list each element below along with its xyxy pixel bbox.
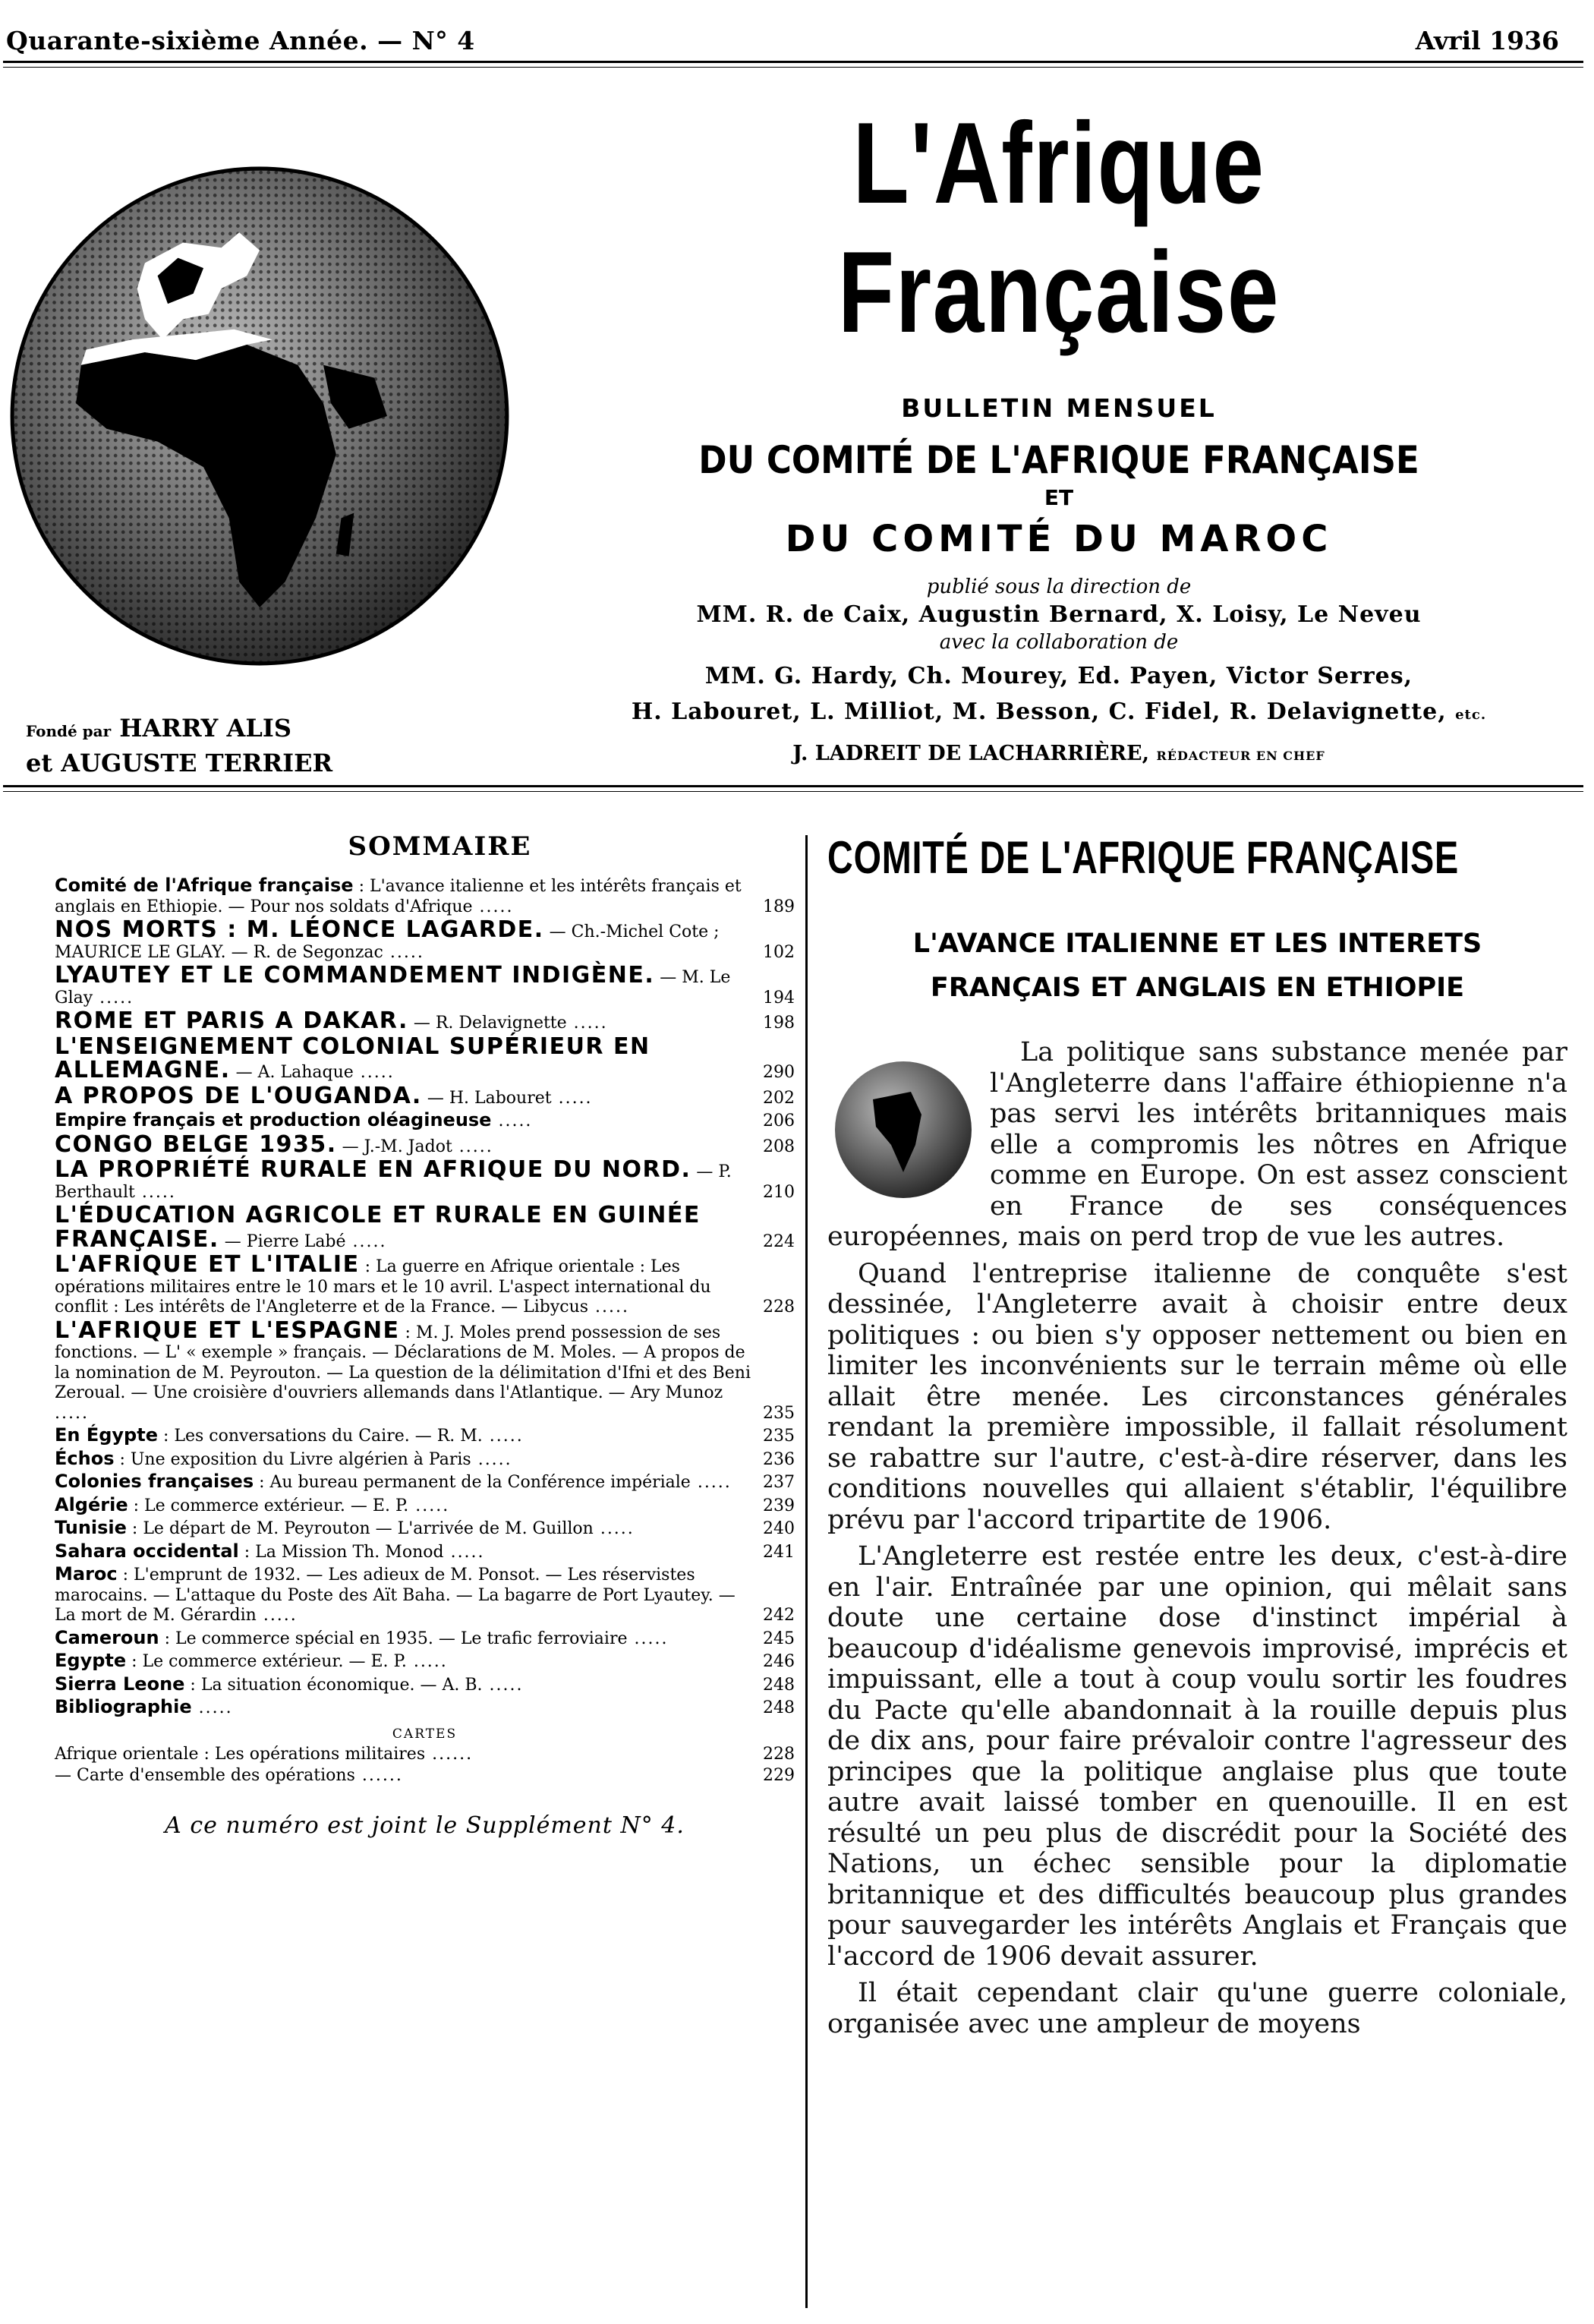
small-globe-icon	[827, 1054, 979, 1206]
toc-entry	[55, 1110, 795, 1132]
toc-leader-dots: .....	[191, 1698, 233, 1717]
bulletin-label: BULLETIN MENSUEL	[901, 393, 1217, 423]
toc-entry-heading: Comité de l'Afrique française	[55, 875, 354, 896]
toc-entry	[55, 1674, 795, 1696]
toc-entry	[55, 1651, 795, 1673]
toc-leader-dots: ......	[425, 1744, 474, 1764]
toc-page-number: 224	[763, 1231, 795, 1251]
cartes-heading: CARTES	[392, 1726, 458, 1742]
toc-entry-text: : L'avance italienne et les intérêts français et anglais en Ethiopie. — Pour nos soldats d'Afrique	[55, 877, 742, 916]
masthead-rule-thin	[3, 791, 1583, 792]
issue-date: Avril 1936	[1415, 26, 1559, 55]
journal-title: L'Afrique Française	[837, 99, 1281, 357]
article-paragraph-2: Quand l'entreprise italienne de conquête s'est dessinée, l'Angleterre avait à choisir entre deux politiques : ou bien s'y opposer nettement ou bien en limiter les inconvénients sur le terrain même où elle allait être menée. Les circonstances générales rendant la première impossible, il fallait résolument se rabattre sur l'autre, c'est-à-dire réserver, dans les conditions nouvelles qui allaient s'établir, l'équilibre prévu par l'accord tripartite de 1906.	[827, 1258, 1567, 1535]
toc-entry	[55, 1425, 795, 1447]
toc-leader-dots: .....	[588, 1298, 629, 1317]
toc-leader-dots: .....	[482, 1675, 524, 1695]
article-paragraph-4: Il était cependant clair qu'une guerre coloniale, organisée avec une ampleur de moyens	[827, 1978, 1567, 2039]
toc-entry	[55, 1495, 795, 1517]
top-line	[6, 5, 1583, 58]
toc-entry	[55, 916, 795, 963]
toc-entry-text: : Le commerce extérieur. — E. P.	[126, 1652, 407, 1671]
toc-leader-dots: .....	[383, 942, 424, 962]
toc-leader-dots: .....	[55, 1403, 89, 1423]
toc-entry	[55, 1007, 795, 1034]
toc-entry-text: : La guerre en Afrique orientale : Les opérations militaires entre le 10 mars et le 10 avril. L'aspect international du conflit : Les intérêts de l'Angleterre et de la France. — Libycus	[55, 1257, 711, 1317]
comite-afrique: DU COMITÉ DE L'AFRIQUE FRANÇAISE	[698, 438, 1419, 482]
founded-prefix: Fondé par	[26, 722, 112, 740]
toc-leader-dots: .....	[551, 1088, 593, 1108]
publie-label: publié sous la direction de	[926, 575, 1192, 598]
globe-illustration	[5, 161, 515, 671]
toc-leader-dots: ......	[354, 1766, 403, 1785]
toc-entry-text: — H. Labouret	[421, 1088, 552, 1108]
toc-entry-heading: Algérie	[55, 1493, 128, 1515]
toc-entry-heading: Bibliographie	[55, 1696, 192, 1717]
carte-page-number: 229	[763, 1766, 795, 1785]
carte-entry	[55, 1766, 795, 1786]
carte-entry-text: Afrique orientale : Les opérations militaires	[55, 1744, 426, 1764]
article-title-line-1: L'AVANCE ITALIENNE ET LES INTERETS	[912, 929, 1482, 959]
toc-entry-heading: Maroc	[55, 1563, 118, 1585]
toc-entry	[55, 1082, 795, 1109]
toc-entry	[55, 1697, 795, 1719]
article-paragraph	[827, 1037, 1567, 1253]
toc-entry-text: : Les conversations du Caire. — R. M.	[157, 1427, 483, 1446]
toc-entry-heading: A PROPOS DE L'OUGANDA.	[55, 1082, 422, 1109]
toc-page-number: 290	[763, 1063, 795, 1082]
toc-entry	[55, 1628, 795, 1650]
founder-2: et AUGUSTE TERRIER	[26, 749, 333, 777]
toc-entry-heading: L'ENSEIGNEMENT COLONIAL SUPÉRIEUR EN ALLEMAGNE.	[55, 1033, 651, 1083]
article-paragraph-3: L'Angleterre est restée entre les deux, c'est-à-dire en l'air. Entraînée par une opinion, qui mêlait sans doute une certaine dose d'instinct impérial à beaucoup d'idéalisme genevois improvisé, imprécis et impuissant, elle a tout à coup voulu sortir les foudres du Pacte qu'elle abandonnait à la rouille depuis plus de dix ans, pour faire prévaloir contre l'agresseur des principes que la politique anglaise plus que toute autre avait laissé tomber en quenouille. Il en est résulté un peu plus de discrédit pour la Société des Nations, un échec sensible pour la diplomatie britannique et des difficultés beaucoup plus grandes pour sauvegarder les intérêts Anglais et Français que l'accord de 1906 devait assurer.	[827, 1541, 1567, 1972]
toc-leader-dots: .....	[134, 1182, 176, 1202]
collaborators-1: MM. G. Hardy, Ch. Mourey, Ed. Payen, Victor Serres,	[704, 663, 1413, 689]
toc-entry-text: : Le commerce extérieur. — E. P.	[128, 1496, 409, 1515]
supplement-note: A ce numéro est joint le Supplément N° 4.	[165, 1812, 685, 1839]
founder-1: HARRY ALIS	[119, 714, 291, 743]
article-body	[827, 1037, 1567, 2039]
collaborators-2-text: H. Labouret, L. Milliot, M. Besson, C. Fidel, R. Delavignette,	[631, 698, 1447, 725]
carte-page-number: 228	[763, 1744, 795, 1764]
toc-page-number: 237	[763, 1473, 795, 1492]
toc-leader-dots: .....	[408, 1496, 450, 1515]
toc-entry-text: — J.-M. Jadot	[336, 1137, 452, 1156]
top-rule-thin	[3, 67, 1583, 68]
toc-page-number: 248	[763, 1698, 795, 1717]
toc-entry-text: : Une exposition du Livre algérien à Paris	[114, 1449, 471, 1469]
toc-page-number: 241	[763, 1542, 795, 1562]
toc-leader-dots: .....	[627, 1629, 669, 1648]
article	[827, 831, 1567, 2045]
toc-page-number: 102	[763, 942, 795, 962]
toc-entry-text: : M. J. Moles prend possession de ses fonctions. — L' « exemple » français. — Déclarations de M. Moles. — A propos de la nomination de M. Peyrouton. — La question de la délimitation d'Ifni et des Beni Zeroual. — Une croisière d'ouvriers allemands dans l'Atlantique. — Ary Munoz	[55, 1323, 751, 1402]
toc-page-number: 210	[763, 1182, 795, 1202]
toc-entry-heading: Sahara occidental	[55, 1540, 239, 1562]
toc-page-number: 189	[763, 897, 795, 916]
toc-entry-text: — Ch.-Michel Cote ; MAURICE LE GLAY. — R. de Segonzac	[55, 922, 720, 962]
masthead	[531, 99, 1586, 765]
toc-entry-heading: Cameroun	[55, 1626, 159, 1648]
toc-leader-dots: .....	[472, 897, 514, 916]
toc-entry-text: — P. Berthault	[55, 1162, 732, 1202]
toc-leader-dots: .....	[353, 1063, 395, 1082]
founders	[26, 712, 332, 779]
toc-page-number: 194	[763, 988, 795, 1007]
toc-leader-dots: .....	[471, 1449, 512, 1469]
editor-role: RÉDACTEUR EN CHEF	[1156, 749, 1325, 763]
toc-page-number: 236	[763, 1449, 795, 1469]
toc-page-number: 235	[763, 1427, 795, 1446]
toc-page-number: 245	[763, 1629, 795, 1648]
editor-name: J. LADREIT DE LACHARRIÈRE,	[792, 742, 1150, 765]
toc-leader-dots: .....	[345, 1231, 387, 1251]
toc-entry-heading: LYAUTEY ET LE COMMANDEMENT INDIGÈNE.	[55, 962, 655, 989]
toc-page-number: 240	[763, 1519, 795, 1538]
etc-label: etc.	[1455, 707, 1487, 723]
toc-entry-heading: LA PROPRIÉTÉ RURALE EN AFRIQUE DU NORD.	[55, 1156, 691, 1183]
et-label: ET	[1044, 485, 1074, 510]
article-paragraph-1: La politique sans substance menée par l'Angleterre dans l'affaire éthiopienne n'a pas servi les intérêts britanniques mais elle a compromis les nôtres en Afrique comme en Europe. On est assez conscient en France de ses conséquences européennes, mais on perd trop de vue les autres.	[827, 1037, 1567, 1252]
toc-page-number: 246	[763, 1652, 795, 1671]
toc-entry-heading: L'AFRIQUE ET L'ITALIE	[55, 1251, 360, 1278]
toc-entry-heading: L'ÉDUCATION AGRICOLE ET RURALE EN GUINÉE FRANÇAISE.	[55, 1202, 701, 1253]
toc-entry-text: : Au bureau permanent de la Conférence impériale	[254, 1473, 691, 1492]
directors: MM. R. de Caix, Augustin Bernard, X. Loisy, Le Neveu	[696, 601, 1422, 628]
toc-entry-heading: L'AFRIQUE ET L'ESPAGNE	[55, 1317, 400, 1344]
toc-entry-heading: En Égypte	[55, 1424, 158, 1446]
toc-entry-text: — M. Le Glay	[55, 968, 731, 1007]
toc-leader-dots: .....	[93, 988, 134, 1007]
toc-page-number: 202	[763, 1088, 795, 1108]
toc-entry-heading: Egypte	[55, 1650, 127, 1671]
toc-entry	[55, 1541, 795, 1563]
toc-entry-heading: ROME ET PARIS A DAKAR.	[55, 1007, 408, 1034]
toc-page-number: 198	[763, 1014, 795, 1033]
comite-maroc: DU COMITÉ DU MAROC	[785, 518, 1333, 560]
toc-entry-text: — A. Lahaque	[230, 1063, 354, 1082]
toc-entry-heading: Sierra Leone	[55, 1673, 185, 1695]
toc-page-number: 248	[763, 1675, 795, 1695]
toc-entry-text: — R. Delavignette	[408, 1014, 567, 1033]
toc-leader-dots: .....	[593, 1519, 635, 1538]
toc-entry	[55, 964, 795, 1008]
toc-leader-dots: .....	[443, 1542, 485, 1562]
editor	[531, 742, 1586, 765]
collaborators-2	[531, 698, 1586, 725]
cartes-list	[55, 1745, 795, 1786]
toc-entry-text: — Pierre Labé	[219, 1231, 346, 1251]
article-title-line-2: FRANÇAIS ET ANGLAIS EN ETHIOPIE	[930, 973, 1465, 1003]
toc-entry-heading: Tunisie	[55, 1517, 127, 1538]
column-rule	[805, 835, 808, 2308]
toc-leader-dots: .....	[690, 1473, 732, 1492]
toc-entry-heading: Empire français et production oléagineuse	[55, 1109, 492, 1130]
toc-leader-dots: .....	[452, 1137, 493, 1156]
toc-leader-dots: .....	[482, 1427, 524, 1446]
article-section: COMITÉ DE L'AFRIQUE FRANÇAISE	[827, 832, 1459, 883]
toc-entry-heading: Échos	[55, 1447, 115, 1469]
toc-entry	[55, 1033, 795, 1083]
toc-page-number: 242	[763, 1606, 795, 1625]
article-title	[827, 922, 1567, 1010]
toc-list	[55, 875, 795, 1719]
toc-entry	[55, 1518, 795, 1540]
toc-entry-text: : La situation économique. — A. B.	[184, 1675, 483, 1695]
masthead-rule	[3, 785, 1583, 787]
toc-entry-heading: CONGO BELGE 1935.	[55, 1130, 337, 1158]
toc-entry-text: : Le départ de M. Peyrouton — L'arrivée de M. Guillon	[126, 1519, 594, 1538]
toc-entry	[55, 875, 795, 917]
toc-page-number: 239	[763, 1496, 795, 1515]
toc-entry	[55, 1471, 795, 1493]
toc-entry	[55, 1204, 795, 1252]
toc-leader-dots: .....	[491, 1112, 533, 1130]
toc-entry-text: : L'emprunt de 1932. — Les adieux de M. Ponsot. — Les réservistes marocains. — L'attaque du Poste des Aït Baha. — La bagarre de Port Lyautey. — La mort de M. Gérardin	[55, 1566, 736, 1625]
toc-entry	[55, 1449, 795, 1471]
toc-entry-heading: Colonies françaises	[55, 1471, 254, 1492]
toc-entry	[55, 1564, 795, 1626]
toc-page-number: 235	[763, 1403, 795, 1423]
toc-page-number: 206	[763, 1112, 795, 1130]
collab-label: avec la collaboration de	[939, 631, 1179, 654]
carte-entry	[55, 1745, 795, 1765]
sommaire-heading: SOMMAIRE	[348, 831, 532, 862]
toc-entry-text: : La Mission Th. Monod	[238, 1542, 444, 1562]
toc-page-number: 208	[763, 1137, 795, 1156]
toc-entry	[55, 1253, 795, 1318]
toc-entry-text: : Le commerce spécial en 1935. — Le trafic ferroviaire	[159, 1629, 628, 1648]
toc-entry-heading: NOS MORTS : M. LÉONCE LAGARDE.	[55, 916, 544, 943]
toc-leader-dots: .....	[566, 1014, 608, 1033]
toc-leader-dots: .....	[406, 1652, 448, 1671]
toc-leader-dots: .....	[256, 1606, 298, 1625]
carte-entry-text: — Carte d'ensemble des opérations	[55, 1766, 355, 1785]
sommaire	[55, 831, 795, 1839]
toc-entry	[55, 1317, 795, 1424]
top-rule	[3, 61, 1583, 63]
year-issue: Quarante-sixième Année. — N° 4	[6, 26, 475, 55]
toc-entry	[55, 1156, 795, 1203]
toc-entry	[55, 1130, 795, 1158]
toc-page-number: 228	[763, 1298, 795, 1317]
